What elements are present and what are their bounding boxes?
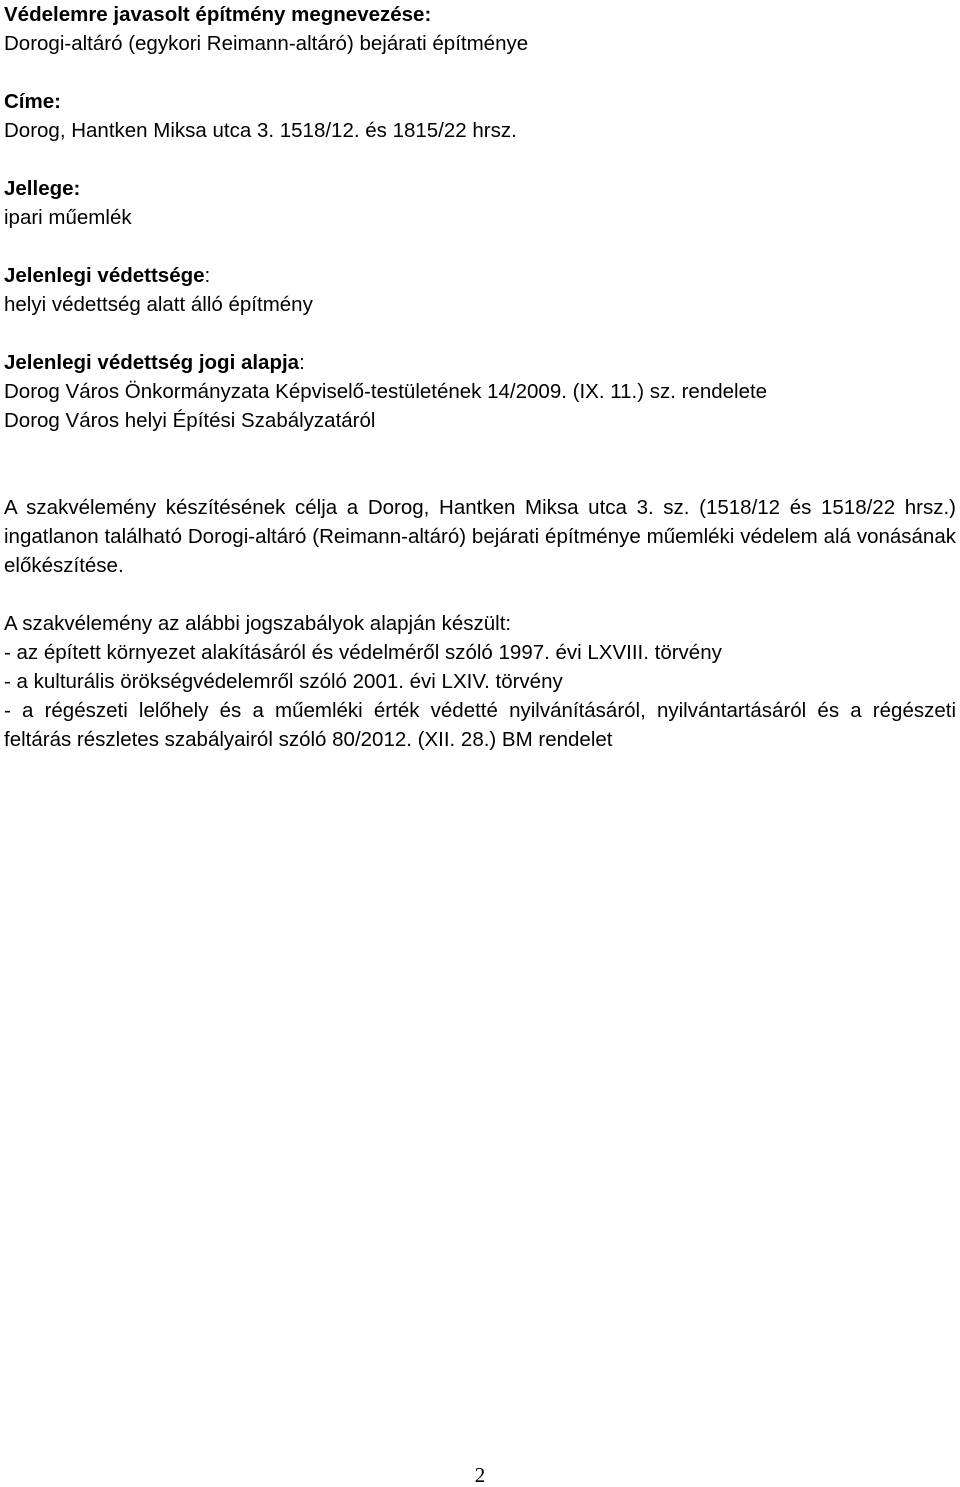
field-current-protection — [4, 261, 956, 319]
field-value: Dorog Város helyi Építési Szabályzatáról — [4, 409, 376, 432]
field-label: Címe: — [4, 90, 61, 113]
page-number: 2 — [474, 1463, 486, 1487]
law-item: - a régészeti lelőhely és a műemléki érték védetté nyilvánításáról, nyilvántartásáról és a régészeti feltárás részletes szabályairól szóló 80/2012. (XII. 28.) BM rendelet — [4, 699, 956, 751]
field-value: helyi védettség alatt álló építmény — [4, 293, 313, 316]
law-item: - a kulturális örökségvédelemről szóló 2001. évi LXIV. törvény — [4, 670, 563, 693]
field-value: Dorogi-altáró (egykori Reimann-altáró) bejárati építménye — [4, 32, 529, 55]
field-label: Jelenlegi védettség jogi alapja: — [4, 351, 305, 374]
field-legal-basis — [4, 348, 956, 435]
field-character — [4, 174, 956, 232]
legal-basis-intro: A szakvélemény az alábbi jogszabályok alapján készült: — [4, 612, 512, 635]
field-value: Dorog, Hantken Miksa utca 3. 1518/12. és 1815/22 hrsz. — [4, 119, 517, 142]
field-address — [4, 87, 956, 145]
legal-basis-section — [4, 609, 956, 754]
field-building-name — [4, 0, 956, 58]
document-content — [4, 0, 956, 754]
field-label: Védelemre javasolt építmény megnevezése: — [4, 3, 432, 26]
purpose-paragraph: A szakvélemény készítésének célja a Dorog, Hantken Miksa utca 3. sz. (1518/12 és 1518/22 hrsz.) ingatlanon található Dorogi-altáró (Reimann-altáró) bejárati építménye műemléki védelem alá vonásának előkészítése. — [4, 496, 956, 577]
law-item: - az épített környezet alakításáról és védelméről szóló 1997. évi LXVIII. törvény — [4, 641, 722, 664]
field-value: Dorog Város Önkormányzata Képviselő-testületének 14/2009. (IX. 11.) sz. rendelete — [4, 380, 768, 403]
field-label: Jellege: — [4, 177, 81, 200]
field-value: ipari műemlék — [4, 206, 132, 229]
field-label: Jelenlegi védettsége: — [4, 264, 211, 287]
